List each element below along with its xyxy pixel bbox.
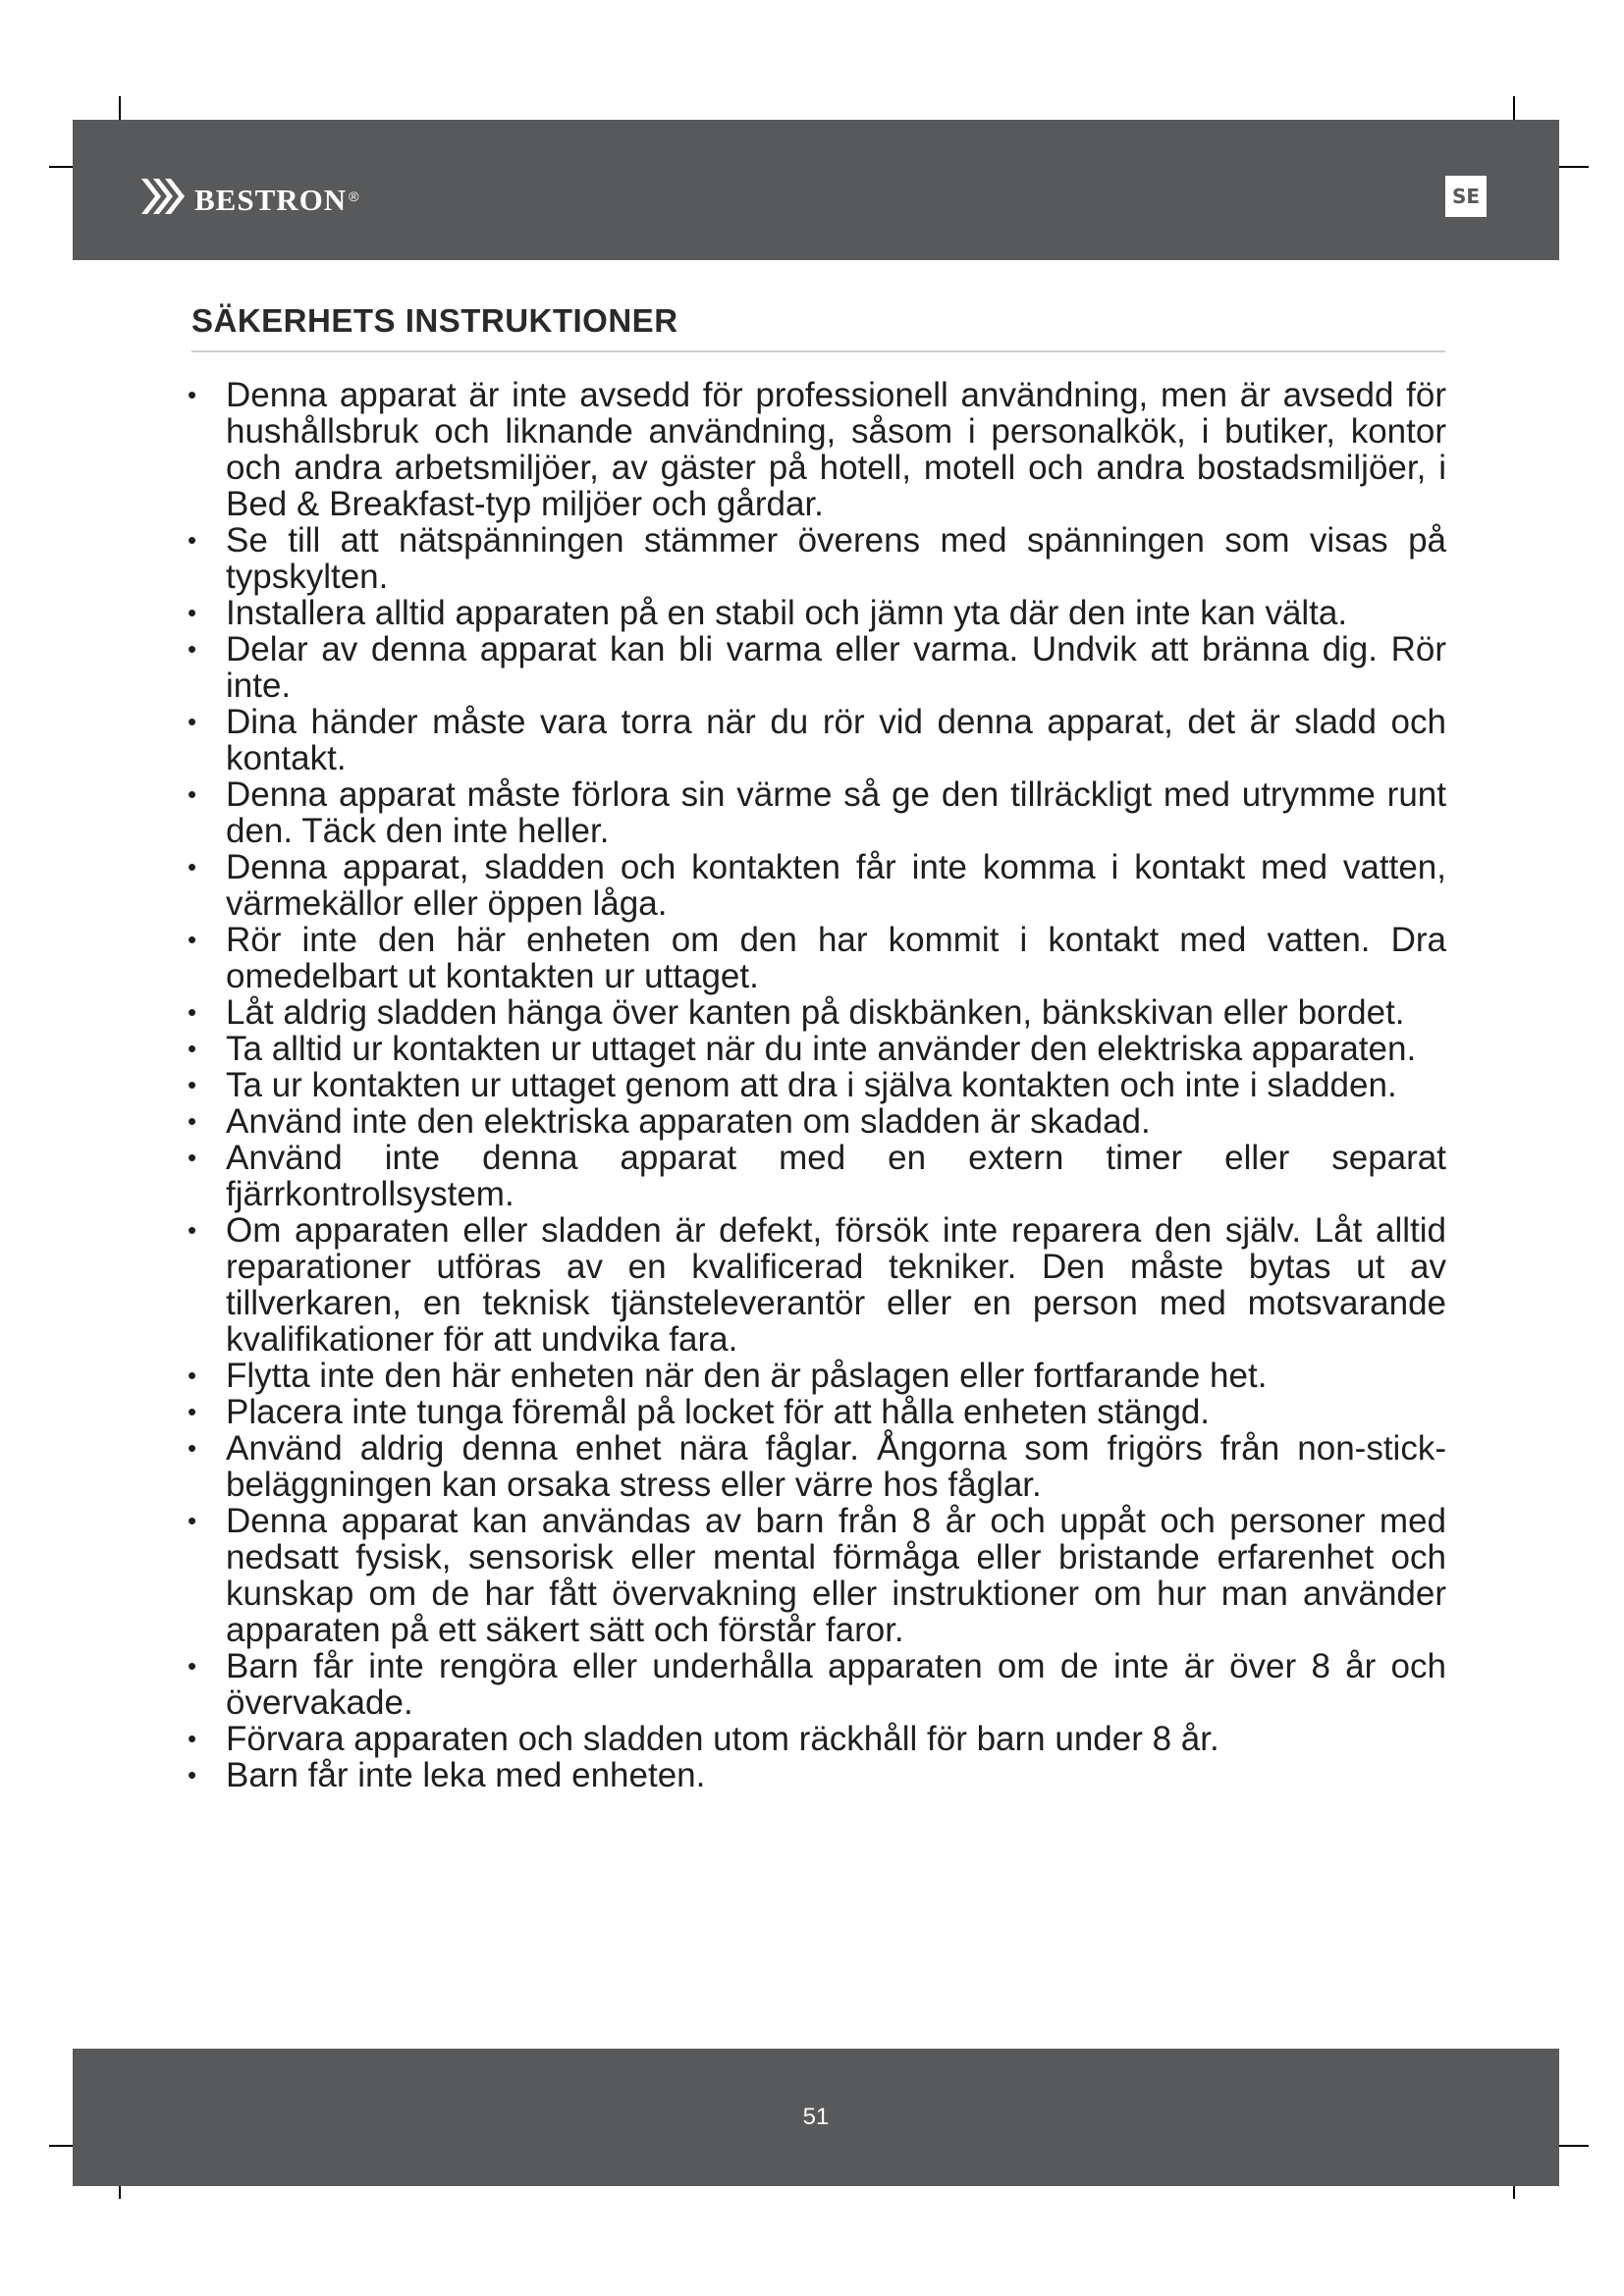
bullet-icon: • <box>188 997 197 1027</box>
list-item <box>180 1212 1446 1358</box>
page-title: SÄKERHETS INSTRUKTIONER <box>191 302 678 339</box>
list-item <box>180 631 1446 704</box>
bullet-icon: • <box>188 598 197 627</box>
list-item <box>180 849 1446 922</box>
bullet-icon: • <box>188 380 197 409</box>
bullet-icon: • <box>188 925 197 954</box>
list-item <box>180 1757 1446 1793</box>
list-item-text: Se till att nätspänningen stämmer överens med spänningen som visas på typskylten. <box>226 521 1446 596</box>
bullet-icon: • <box>188 1760 197 1789</box>
list-item-text: Använd inte denna apparat med en extern timer eller separat fjärrkontrollsystem. <box>226 1139 1446 1213</box>
registered-icon: ® <box>349 188 359 204</box>
bullet-icon: • <box>188 1433 197 1463</box>
list-item-text: Dina händer måste vara torra när du rör vid denna apparat, det är sladd och kontakt. <box>226 703 1446 777</box>
list-item <box>180 595 1446 631</box>
bullet-icon: • <box>188 707 197 736</box>
list-item-text: Placera inte tunga föremål på locket för att hålla enheten stängd. <box>226 1393 1211 1431</box>
bullet-icon: • <box>188 1106 197 1136</box>
header-band <box>73 120 1559 260</box>
list-item-text: Denna apparat, sladden och kontakten får inte komma i kontakt med vatten, värmekällor eller öppen låga. <box>226 848 1446 923</box>
list-item-text: Förvara apparaten och sladden utom räckhåll för barn under 8 år. <box>226 1720 1219 1758</box>
list-item <box>180 994 1446 1031</box>
list-item <box>180 1430 1446 1503</box>
list-item <box>180 776 1446 849</box>
bullet-icon: • <box>188 1070 197 1099</box>
list-item <box>180 1031 1446 1067</box>
instructions-content <box>180 377 1446 1793</box>
bullet-icon: • <box>188 525 197 555</box>
list-item <box>180 1103 1446 1140</box>
list-item-text: Låt aldrig sladden hänga över kanten på diskbänken, bänkskivan eller bordet. <box>226 993 1405 1032</box>
list-item <box>180 1140 1446 1212</box>
list-item-text: Delar av denna apparat kan bli varma eller varma. Undvik att bränna dig. Rör inte. <box>226 630 1446 705</box>
list-item <box>180 922 1446 994</box>
bullet-icon: • <box>188 852 197 881</box>
bullet-icon: • <box>188 1215 197 1245</box>
list-item <box>180 1721 1446 1757</box>
instructions-list <box>180 377 1446 1793</box>
list-item-text: Ta ur kontakten ur uttaget genom att dra i själva kontakten och inte i sladden. <box>226 1066 1397 1104</box>
bullet-icon: • <box>188 634 197 664</box>
list-item-text: Rör inte den här enheten om den har kommit i kontakt med vatten. Dra omedelbart ut kontakten ur uttaget. <box>226 921 1446 995</box>
list-item-text: Använd aldrig denna enhet nära fåglar. Ångorna som frigörs från non-stick-beläggningen kan orsaka stress eller värre hos fåglar. <box>226 1429 1446 1504</box>
list-item <box>180 1358 1446 1394</box>
list-item-text: Denna apparat är inte avsedd för professionell användning, men är avsedd för hushållsbruk och liknande användning, såsom i personalkök, i butiker, kontor och andra arbetsmiljöer, av gäster på hotell, motell och andra bostadsmiljöer, i Bed & Breakfast-typ miljöer och gårdar. <box>226 376 1446 523</box>
list-item-text: Installera alltid apparaten på en stabil och jämn yta där den inte kan välta. <box>226 594 1348 632</box>
list-item-text: Barn får inte rengöra eller underhålla apparaten om de inte är över 8 år och övervakade. <box>226 1647 1446 1722</box>
bullet-icon: • <box>188 779 197 809</box>
list-item <box>180 522 1446 595</box>
list-item-text: Om apparaten eller sladden är defekt, försök inte reparera den själv. Låt alltid reparationer utföras av en kvalificerad tekniker. Den måste bytas ut av tillverkaren, en teknisk tjänsteleverantör eller en person med motsvarande kvalifikationer för att undvika fara. <box>226 1211 1446 1359</box>
bullet-icon: • <box>188 1724 197 1753</box>
bullet-icon: • <box>188 1361 197 1390</box>
list-item-text: Flytta inte den här enheten när den är påslagen eller fortfarande het. <box>226 1357 1268 1395</box>
list-item-text: Denna apparat kan användas av barn från 8 år och uppåt och personer med nedsatt fysisk, sensorisk eller mental förmåga eller bristande erfarenhet och kunskap om de har fått övervakning eller instruktioner om hur man använder apparaten på ett säkert sätt och förstår faror. <box>226 1502 1446 1649</box>
bullet-icon: • <box>188 1143 197 1172</box>
title-divider <box>191 350 1445 352</box>
brand-wordmark: bestron <box>194 172 348 220</box>
list-item <box>180 377 1446 522</box>
page-number: 51 <box>802 2104 830 2130</box>
language-badge: SE <box>1445 176 1487 217</box>
bullet-icon: • <box>188 1506 197 1535</box>
list-item <box>180 1067 1446 1103</box>
bullet-icon: • <box>188 1397 197 1426</box>
footer-band <box>73 2049 1559 2186</box>
list-item-text: Använd inte den elektriska apparaten om sladden är skadad. <box>226 1102 1151 1141</box>
bullet-icon: • <box>188 1651 197 1681</box>
list-item <box>180 1394 1446 1430</box>
bullet-icon: • <box>188 1034 197 1063</box>
list-item <box>180 1503 1446 1648</box>
list-item-text: Denna apparat måste förlora sin värme så ge den tillräckligt med utrymme runt den. Täck den inte heller. <box>226 775 1446 850</box>
brand-logo <box>139 172 359 220</box>
list-item <box>180 704 1446 776</box>
brand-chevrons-icon <box>139 177 187 216</box>
list-item-text: Barn får inte leka med enheten. <box>226 1756 706 1794</box>
list-item <box>180 1648 1446 1721</box>
list-item-text: Ta alltid ur kontakten ur uttaget när du inte använder den elektriska apparaten. <box>226 1030 1417 1068</box>
